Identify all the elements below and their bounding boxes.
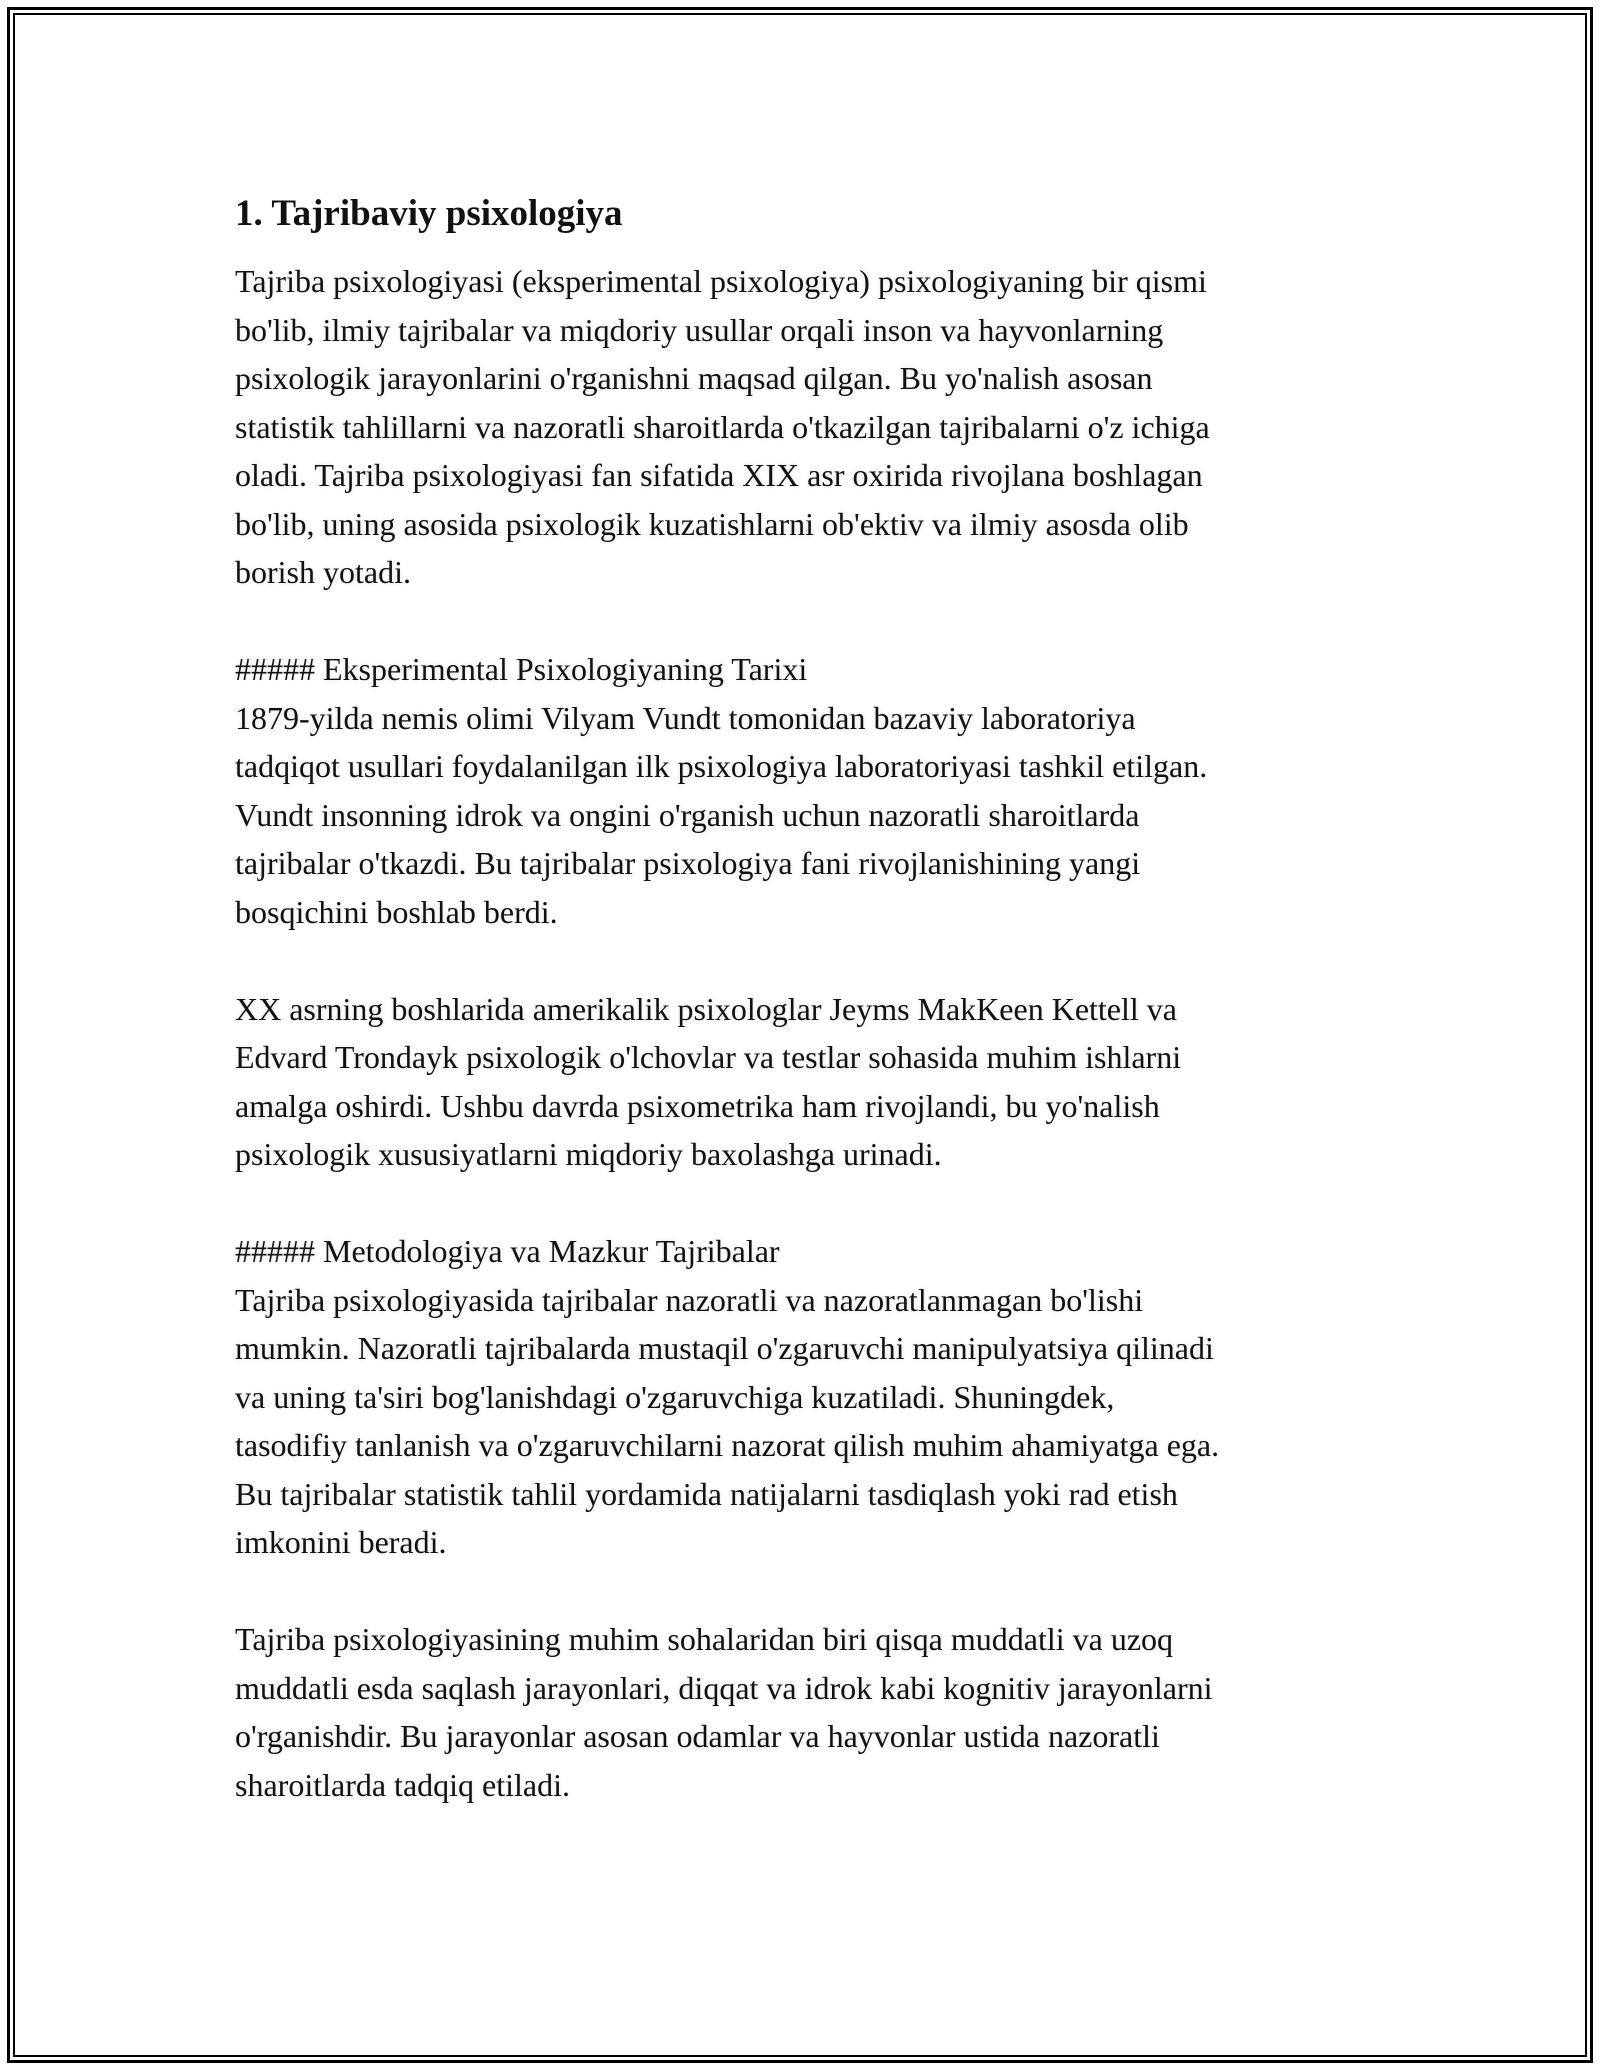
document-title: 1. Tajribaviy psixologiya: [235, 193, 623, 234]
paragraph-spacer: [235, 1567, 1375, 1616]
paragraph-spacer: [235, 597, 1375, 646]
history-paragraph-1: 1879-yilda nemis olimi Vilyam Vundt tomonidan bazaviy laboratoriya tadqiqot usullari foydalanilgan ilk psixologiya laboratoriyasi tashkil etilgan. Vundt insonning idrok va ongini o'rganish uchun nazoratli sharoitlarda tajribalar o'tkazdi. Bu tajribalar psixologiya fani rivojlanishining yangi bosqichini boshlab berdi.: [235, 699, 1208, 930]
section-heading-history: ##### Eksperimental Psixologiyaning Tarixi: [235, 651, 808, 687]
history-paragraph-2: XX asrning boshlarida amerikalik psixologlar Jeyms MakKeen Kettell va Edvard Trondayk psixologik o'lchovlar va testlar sohasida muhim ishlarni amalga oshirdi. Ushbu davrda psixometrika ham rivojlandi, bu yo'nalish psixologik xususiyatlarni miqdoriy baxolashga urinadi.: [235, 990, 1182, 1172]
methodology-paragraph-1: Tajriba psixologiyasida tajribalar nazoratli va nazoratlanmagan bo'lishi mumkin. Nazoratli tajribalarda mustaqil o'zgaruvchi manipulyatsiya qilinadi va uning ta'siri bog'lanishdagi o'zgaruvchiga kuzatiladi. Shuningdek, tasodifiy tanlanish va o'zgaruvchilarni nazorat qilish muhim ahamiyatga ega. Bu tajribalar statistik tahlil yordamida natijalarni tasdiqlash yoki rad etish imkonini beradi.: [235, 1281, 1220, 1560]
document-body: [235, 185, 1375, 1809]
intro-paragraph: Tajriba psixologiyasi (eksperimental psixologiya) psixologiyaning bir qismi bo'lib, ilmiy tajribalar va miqdoriy usullar orqali inson va hayvonlarning psixologik jarayonlarini o'rganishni maqsad qilgan. Bu yo'nalish asosan statistik tahlillarni va nazoratli sharoitlarda o'tkazilgan tajribalarni o'z ichiga oladi. Tajriba psixologiyasi fan sifatida XIX asr oxirida rivojlana boshlagan bo'lib, uning asosida psixologik kuzatishlarni ob'ektiv va ilmiy asosda olib borish yotadi.: [235, 263, 1210, 590]
paragraph-spacer: [235, 936, 1375, 985]
section-heading-methodology: ##### Metodologiya va Mazkur Tajribalar: [235, 1233, 780, 1269]
methodology-paragraph-2: Tajriba psixologiyasining muhim sohalaridan biri qisqa muddatli va uzoq muddatli esda saqlash jarayonlari, diqqat va idrok kabi kognitiv jarayonlarni o'rganishdir. Bu jarayonlar asosan odamlar va hayvonlar ustida nazoratli sharoitlarda tadqiq etiladi.: [235, 1621, 1213, 1803]
paragraph-spacer: [235, 1179, 1375, 1228]
